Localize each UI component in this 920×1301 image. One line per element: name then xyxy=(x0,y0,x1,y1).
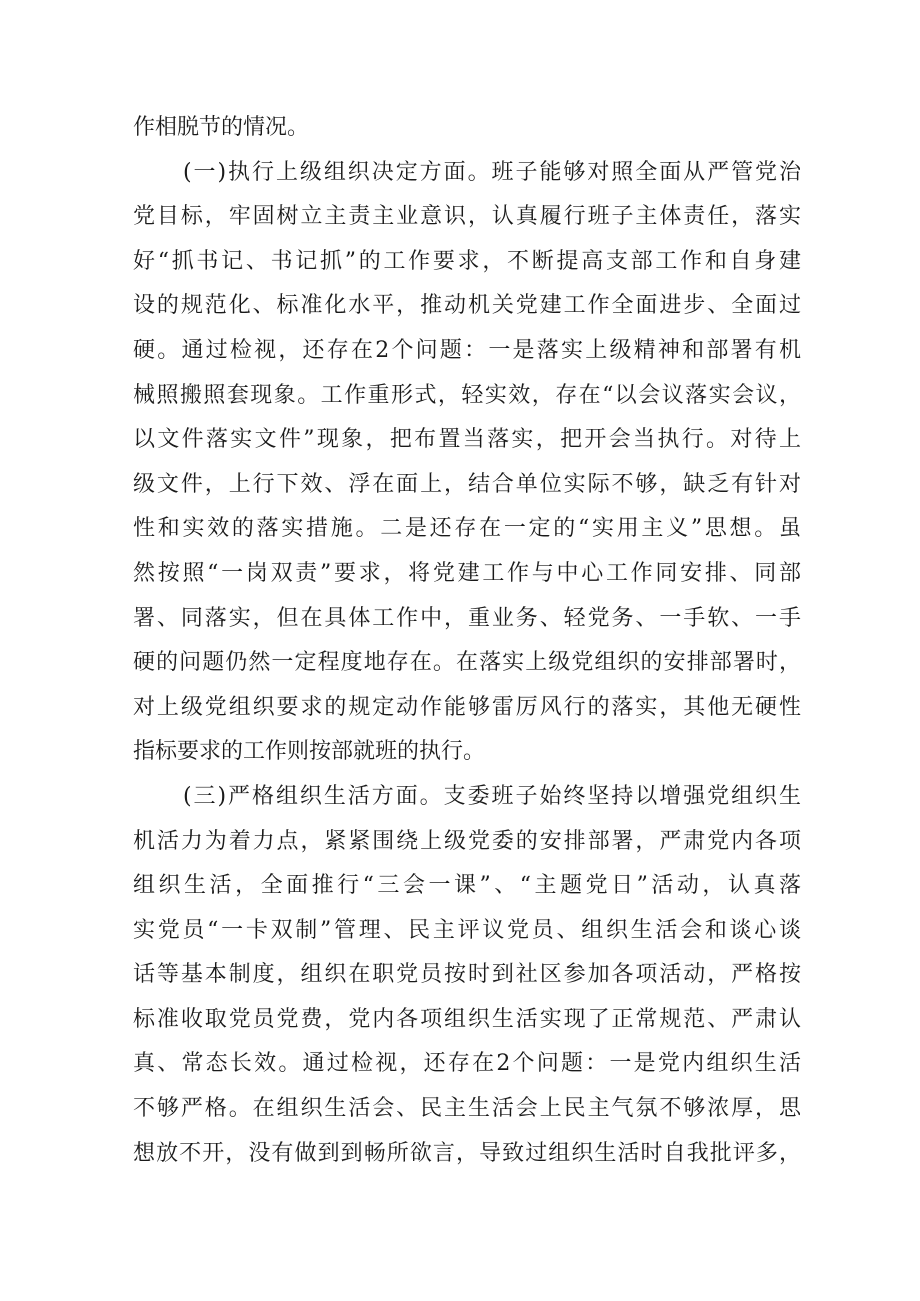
text-line: 硬。通过检视，还存在2个问题：一是落实上级精神和部署有机 xyxy=(133,337,801,363)
text-line: 设的规范化、标准化水平，推动机关党建工作全面进步、全面过 xyxy=(133,293,801,319)
paragraph-heading-line: (三)严格组织生活方面。支委班子始终坚持以增强党组织生 xyxy=(183,783,801,809)
text-line: 话等基本制度，组织在职党员按时到社区参加各项活动，严格按 xyxy=(133,962,801,988)
text-line: 实党员“一卡双制”管理、民主评议党员、组织生活会和谈心谈 xyxy=(133,917,801,943)
text-line: 好“抓书记、书记抓”的工作要求，不断提高支部工作和自身建 xyxy=(133,248,801,274)
text-line: 级文件，上行下效、浮在面上，结合单位实际不够，缺乏有针对 xyxy=(133,471,801,497)
text-line: 标准收取党员党费，党内各项组织生活实现了正常规范、严肃认 xyxy=(133,1006,801,1032)
text-line: 性和实效的落实措施。二是还存在一定的“实用主义”思想。虽 xyxy=(133,516,801,542)
text-line: 对上级党组织要求的规定动作能够雷厉风行的落实，其他无硬性 xyxy=(133,694,801,720)
text-line: 真、常态长效。通过检视，还存在2个问题：一是党内组织生活 xyxy=(133,1051,801,1077)
document-body xyxy=(133,106,801,1176)
text-line: 党目标，牢固树立主责主业意识，认真履行班子主体责任，落实 xyxy=(133,204,801,230)
text-line: 硬的问题仍然一定程度地存在。在落实上级党组织的安排部署时， xyxy=(133,650,801,676)
paragraph-heading-line: (一)执行上级组织决定方面。班子能够对照全面从严管党治 xyxy=(183,159,801,185)
text-line: 指标要求的工作则按部就班的执行。 xyxy=(133,739,486,765)
text-line: 署、同落实，但在具体工作中，重业务、轻党务、一手软、一手 xyxy=(133,605,801,631)
text-line: 机活力为着力点，紧紧围绕上级党委的安排部署，严肃党内各项 xyxy=(133,828,801,854)
text-line: 然按照“一岗双责”要求，将党建工作与中心工作同安排、同部 xyxy=(133,560,801,586)
text-line: 以文件落实文件”现象，把布置当落实，把开会当执行。对待上 xyxy=(133,427,801,453)
text-line: 械照搬照套现象。工作重形式，轻实效，存在“以会议落实会议， xyxy=(133,382,801,408)
text-line: 作相脱节的情况。 xyxy=(133,115,310,140)
text-line: 组织生活，全面推行“三会一课”、“主题党日”活动，认真落 xyxy=(133,873,801,899)
text-line: 想放不开，没有做到到畅所欲言，导致过组织生活时自我批评多， xyxy=(133,1140,801,1166)
text-line: 不够严格。在组织生活会、民主生活会上民主气氛不够浓厚，思 xyxy=(133,1096,801,1122)
